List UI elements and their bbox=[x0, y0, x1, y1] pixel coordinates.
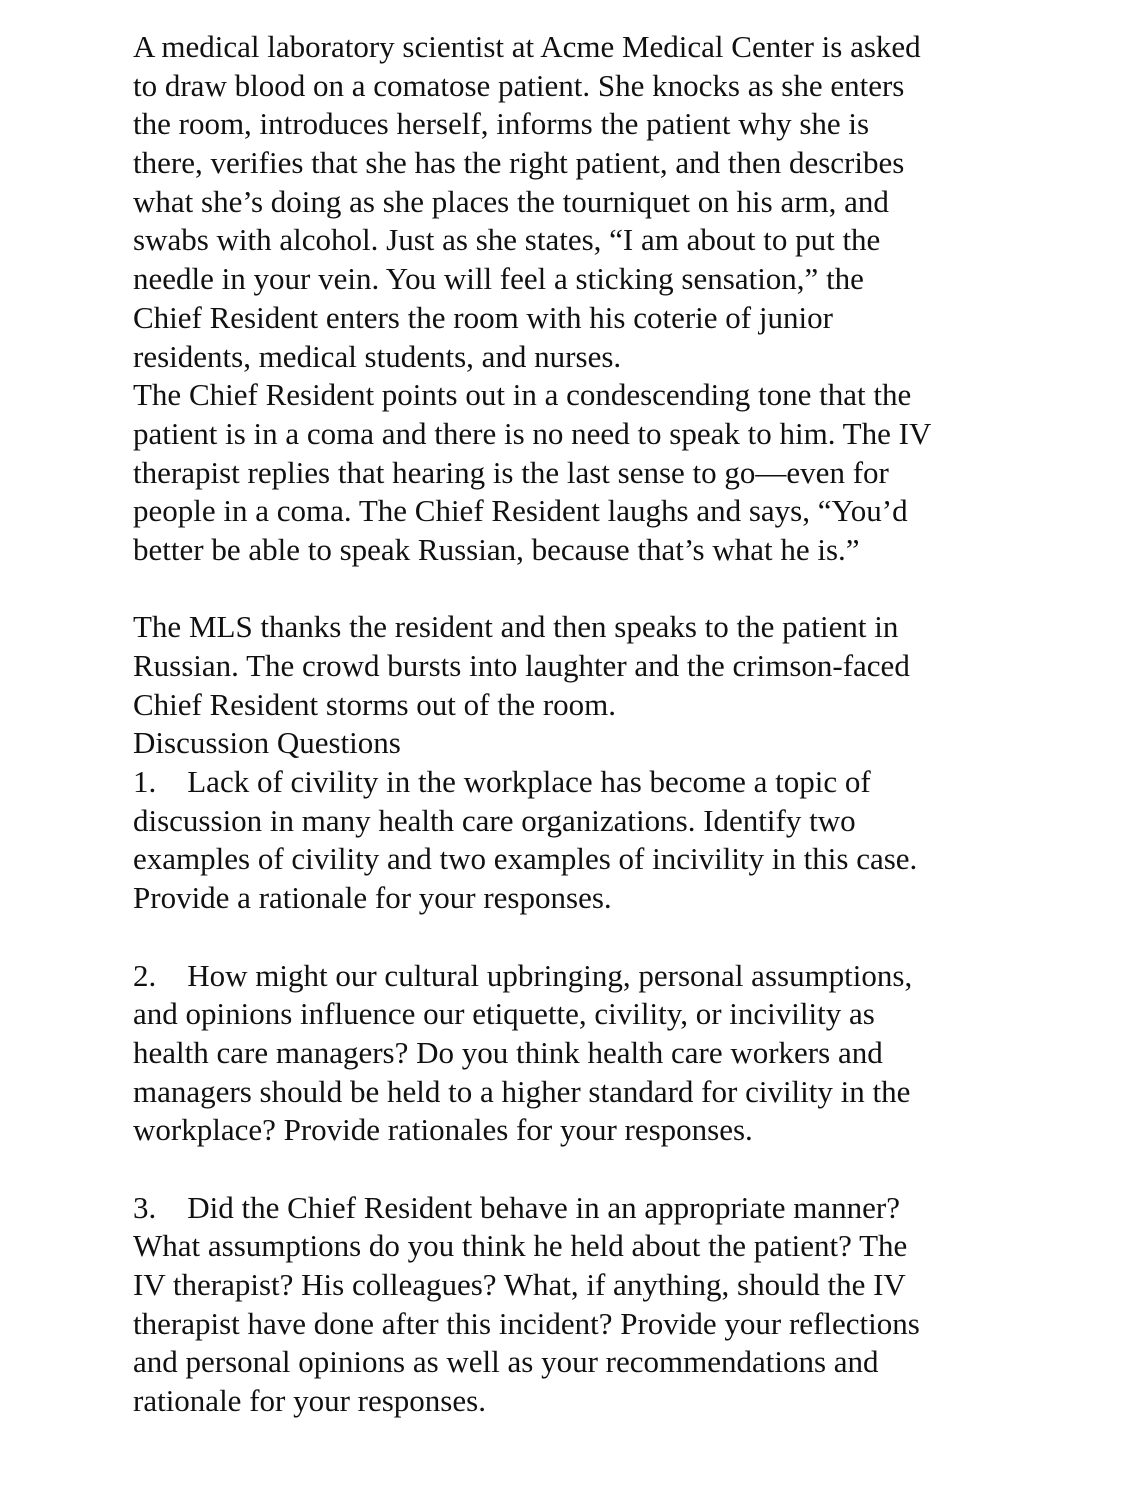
case-paragraph-2 bbox=[133, 376, 1003, 569]
text-line: Chief Resident storms out of the room. bbox=[133, 686, 617, 722]
text-line: discussion in many health care organizations. Identify two bbox=[133, 802, 856, 838]
paragraph-spacer bbox=[133, 570, 1003, 609]
text-line: Provide a rationale for your responses. bbox=[133, 880, 612, 916]
case-paragraph-1 bbox=[133, 28, 1003, 376]
paragraph-spacer bbox=[133, 1150, 1003, 1189]
document-page bbox=[133, 28, 1003, 1421]
text-line: health care managers? Do you think health care workers and bbox=[133, 1034, 883, 1070]
text-line: 1. Lack of civility in the workplace has become a topic of bbox=[133, 764, 871, 800]
text-line: there, verifies that she has the right patient, and then describes bbox=[133, 145, 905, 181]
discussion-question-3 bbox=[133, 1189, 1003, 1421]
text-line: therapist replies that hearing is the last sense to go—even for bbox=[133, 454, 889, 490]
text-line: patient is in a coma and there is no need to speak to him. The IV bbox=[133, 415, 932, 451]
text-line: workplace? Provide rationales for your responses. bbox=[133, 1112, 753, 1148]
text-line: the room, introduces herself, informs the patient why she is bbox=[133, 106, 870, 142]
text-line: needle in your vein. You will feel a sticking sensation,” the bbox=[133, 261, 864, 297]
paragraph-spacer bbox=[133, 918, 1003, 957]
text-line: better be able to speak Russian, because that’s what he is.” bbox=[133, 531, 860, 567]
text-line: 3. Did the Chief Resident behave in an appropriate manner? bbox=[133, 1189, 900, 1225]
text-line: The Chief Resident points out in a condescending tone that the bbox=[133, 377, 912, 413]
text-line: Russian. The crowd bursts into laughter and the crimson-faced bbox=[133, 648, 910, 683]
text-line: What assumptions do you think he held about the patient? The bbox=[133, 1228, 908, 1264]
text-line: Chief Resident enters the room with his coterie of junior bbox=[133, 299, 833, 335]
text-line: The MLS thanks the resident and then speaks to the patient in bbox=[133, 609, 899, 645]
discussion-question-2 bbox=[133, 957, 1003, 1150]
text-line: IV therapist? His colleagues? What, if anything, should the IV bbox=[133, 1267, 906, 1302]
text-line: residents, medical students, and nurses. bbox=[133, 338, 622, 374]
text-line: to draw blood on a comatose patient. She knocks as she enters bbox=[133, 67, 905, 103]
text-line: what she’s doing as she places the tourniquet on his arm, and bbox=[133, 183, 889, 219]
text-line: people in a coma. The Chief Resident laughs and says, “You’d bbox=[133, 493, 908, 529]
text-line: A medical laboratory scientist at Acme Medical Center is asked bbox=[133, 29, 921, 64]
text-line: managers should be held to a higher standard for civility in the bbox=[133, 1073, 911, 1109]
text-line: rationale for your responses. bbox=[133, 1383, 486, 1419]
discussion-question-1 bbox=[133, 763, 1003, 918]
text-line: swabs with alcohol. Just as she states, “I am about to put the bbox=[133, 222, 881, 258]
text-line: examples of civility and two examples of incivility in this case. bbox=[133, 841, 918, 877]
discussion-heading: Discussion Questions bbox=[133, 725, 401, 761]
text-line: therapist have done after this incident? Provide your reflections bbox=[133, 1305, 920, 1341]
text-line: and personal opinions as well as your recommendations and bbox=[133, 1344, 879, 1380]
case-paragraph-3 bbox=[133, 608, 1003, 724]
text-line: 2. How might our cultural upbringing, personal assumptions, bbox=[133, 957, 913, 993]
text-line: and opinions influence our etiquette, civility, or incivility as bbox=[133, 996, 875, 1032]
